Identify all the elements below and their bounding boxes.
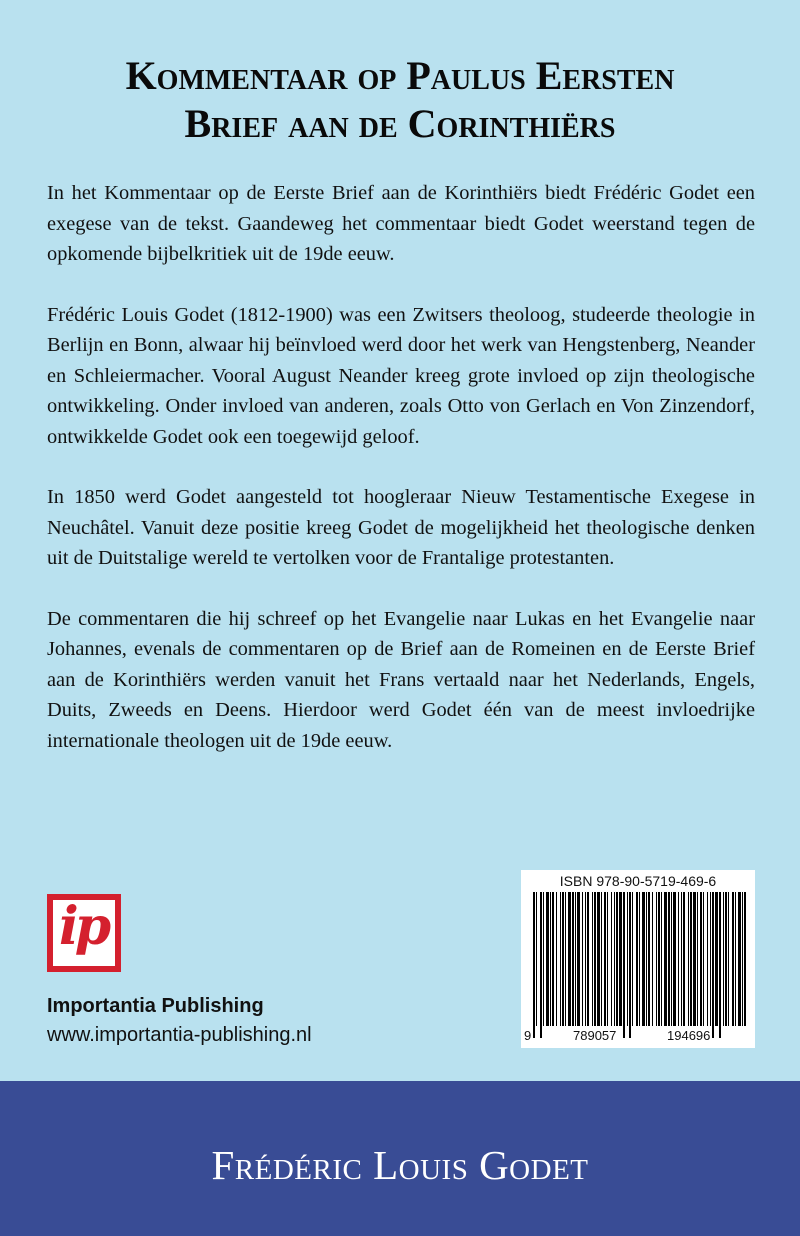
isbn-number: ISBN 978-90-5719-469-6	[559, 873, 717, 889]
barcode-bar	[719, 892, 721, 1038]
barcode-bar	[582, 892, 583, 1026]
barcode-bar	[552, 892, 554, 1026]
publisher-logo-letters: ip	[59, 896, 108, 957]
publisher-logo-inner	[53, 896, 115, 966]
barcode-bar	[627, 892, 628, 1026]
barcode-bar	[629, 892, 631, 1038]
barcode-bar	[568, 892, 571, 1026]
blurb-paragraph-2: Frédéric Louis Godet (1812-1900) was een Zwitsers theoloog, studeerde theologie in Berlijn en Bonn, alwaar hij beïnvloed werd door het werk van Hengstenberg, Neander en Schleiermacher. Vooral August Neander kreeg grote invloed op zijn theologische ontwikkeling. Onder invloed van anderen, zoals Otto von Gerlach en Von Zinzendorf, ontwikkelde Godet ook een toegewijd geloof.	[47, 303, 755, 448]
barcode-bar	[652, 892, 653, 1026]
publisher-logo	[47, 894, 121, 972]
barcode-bar	[543, 892, 544, 1026]
barcode-bar	[744, 892, 746, 1026]
barcode-bar	[668, 892, 670, 1026]
barcode-bar	[601, 892, 602, 1026]
barcode-bar	[607, 892, 608, 1026]
book-title	[0, 52, 800, 148]
barcode-bar	[700, 892, 702, 1026]
author-banner	[0, 1081, 800, 1236]
barcode-bar	[623, 892, 625, 1038]
barcode-digit-first: 9	[524, 1028, 532, 1043]
barcode-bar	[693, 892, 696, 1026]
blurb-paragraph-3: In 1850 werd Godet aangesteld tot hoogleraar Nieuw Testamentische Exegese in Neuchâtel. Vanuit deze positie kreeg Godet de mogelijkheid het theologische denken uit de Duitstalige wereld te vertolken voor de Frantalige protestanten.	[47, 486, 755, 569]
barcode-bar	[728, 892, 729, 1026]
barcode-bar	[688, 892, 689, 1026]
barcode-bar	[661, 892, 662, 1026]
barcode-bar	[732, 892, 734, 1026]
isbn-barcode	[521, 870, 755, 1048]
barcode-bar	[738, 892, 741, 1026]
barcode-bar	[597, 892, 600, 1026]
barcode-bar	[536, 892, 537, 1026]
barcode-bar	[611, 892, 612, 1026]
barcode-bar	[648, 892, 650, 1026]
barcode-bar	[619, 892, 622, 1026]
barcode-digits-right: 194696	[667, 1028, 711, 1043]
barcode-bar	[575, 892, 576, 1026]
barcode-bar	[723, 892, 724, 1026]
barcode-bar	[565, 892, 566, 1026]
barcode-bar	[636, 892, 638, 1026]
barcode-bar	[681, 892, 682, 1026]
barcode-bar	[707, 892, 708, 1026]
barcode-bar	[540, 892, 542, 1038]
barcode-bar	[585, 892, 586, 1026]
book-title-line-2: Brief aan de Corinthiërs	[184, 101, 616, 146]
barcode-digits-left: 789057	[573, 1028, 617, 1043]
barcode-bar	[673, 892, 676, 1026]
barcode-bar	[735, 892, 736, 1026]
barcode-bar	[592, 892, 593, 1026]
barcode-bar	[678, 892, 679, 1026]
barcode-bar	[556, 892, 557, 1026]
barcode-bar	[546, 892, 549, 1026]
barcode-bar	[642, 892, 645, 1026]
barcode-bar	[577, 892, 580, 1026]
blurb-text	[47, 178, 755, 786]
publisher-name: Importantia Publishing	[47, 995, 264, 1017]
blurb-paragraph-4: De commentaren die hij schreef op het Evangelie naar Lukas en het Evangelie naar Johannes, evenals de commentaren op de Brief aan de Romeinen en de Eerste Brief aan de Korinthiërs werden vanuit het Frans vertaald naar het Nederlands, Engels, Duits, Zweeds en Deens. Hierdoor werd Godet één van de meest invloedrijke internationale theologen uit de 19de eeuw.	[47, 607, 755, 752]
author-name: Frédéric Louis Godet	[211, 1142, 589, 1188]
publisher-url: www.importantia-publishing.nl	[47, 1024, 312, 1046]
barcode-bar	[533, 892, 535, 1038]
barcode-bar	[703, 892, 704, 1026]
barcode-bar	[683, 892, 685, 1026]
blurb-paragraph-1: In het Kommentaar op de Eerste Brief aan de Korinthiërs biedt Frédéric Godet een exegese van de tekst. Gaandeweg het commentaar biedt Godet weerstand tegen de opkomende bijbelkritiek uit de 19de eeuw.	[47, 182, 755, 265]
barcode-bar	[562, 892, 564, 1026]
barcode-bar	[587, 892, 589, 1026]
barcode-bar	[671, 892, 672, 1026]
barcode-bar	[712, 892, 714, 1038]
barcode-bar	[710, 892, 711, 1026]
barcode-bar	[697, 892, 698, 1026]
barcode-bar	[715, 892, 718, 1026]
barcode-bar	[690, 892, 692, 1026]
barcode-bar	[614, 892, 615, 1026]
barcode-bar	[550, 892, 551, 1026]
barcode-bar	[639, 892, 640, 1026]
book-title-line-1: Kommentaar op Paulus Eersten	[125, 53, 675, 98]
barcode-bar	[658, 892, 660, 1026]
barcode-bar	[725, 892, 727, 1026]
barcode-bar	[604, 892, 606, 1026]
barcode-bar	[656, 892, 657, 1026]
publisher-info	[47, 992, 312, 1050]
barcode-bar	[664, 892, 667, 1026]
barcode-bar	[560, 892, 561, 1026]
barcode-bar	[616, 892, 618, 1026]
barcode-bar	[742, 892, 743, 1026]
barcode-bar	[632, 892, 633, 1026]
barcode-bar	[646, 892, 647, 1026]
barcode-bar	[594, 892, 596, 1026]
barcode-bar	[572, 892, 574, 1026]
barcode-bars	[521, 870, 755, 1048]
